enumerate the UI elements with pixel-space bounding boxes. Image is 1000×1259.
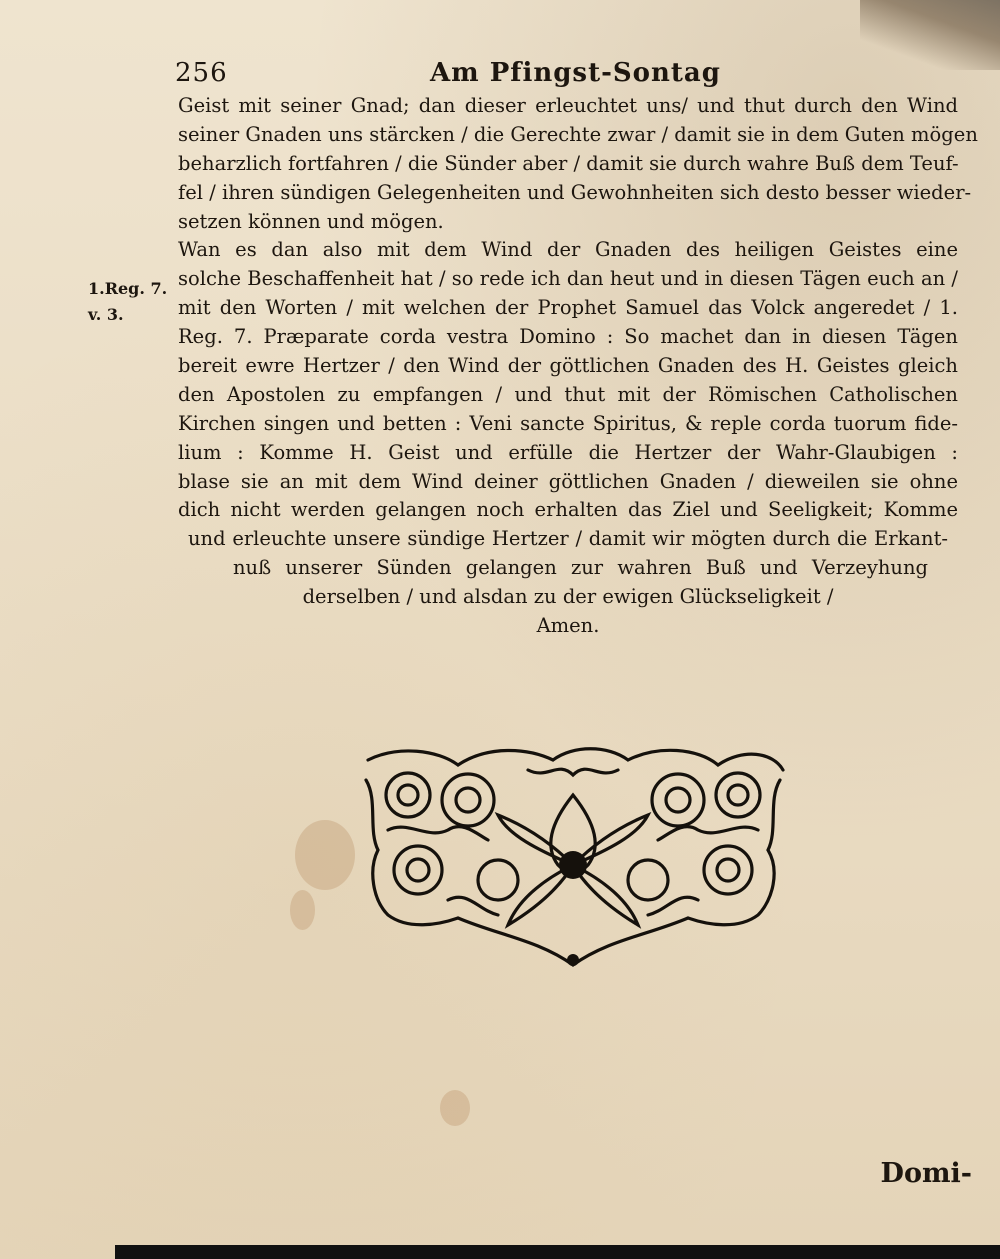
paper-stain	[440, 1090, 470, 1126]
text-line: den Apostolen zu empfangen / und thut mit der Römischen Catholischen	[178, 382, 958, 406]
text-line: Kirchen singen und betten : Veni sancte Spiritus, & reple corda tuorum fide-	[178, 411, 958, 435]
running-title: Am Pfingst-Sontag	[430, 58, 721, 88]
margin-reference-2: v. 3.	[88, 305, 124, 324]
text-line: und erleuchte unsere sündige Hertzer / damit wir mögten durch die Erkant-	[188, 527, 948, 551]
text-line: setzen können und mögen.	[178, 209, 444, 233]
page-number: 256	[175, 58, 228, 88]
text-line: bereit ewre Hertzer / den Wind der göttlichen Gnaden des H. Geistes gleich	[178, 354, 958, 378]
text-line: dich nicht werden gelangen noch erhalten das Ziel und Seeligkeit; Komme	[178, 498, 958, 522]
paper-stain	[295, 820, 355, 890]
paper-stain	[290, 890, 315, 930]
text-line: nuß unserer Sünden gelangen zur wahren Buß und Verzeyhung	[233, 556, 928, 580]
body-text	[178, 92, 978, 641]
text-line: Reg. 7. Præparate corda vestra Domino : So machet dan in diesen Tägen	[178, 325, 958, 349]
page-bottom-edge	[115, 1245, 1000, 1259]
page-header	[175, 58, 965, 92]
text-line: fel / ihren sündigen Gelegenheiten und Gewohnheiten sich desto besser wieder-	[178, 180, 972, 204]
text-line: seiner Gnaden uns stärcken / die Gerechte zwar / damit sie in dem Guten mögen	[178, 122, 978, 146]
margin-reference-1: 1.Reg. 7.	[88, 279, 168, 298]
text-line: lium : Komme H. Geist und erfülle die Hertzer der Wahr-Glaubigen :	[178, 440, 958, 464]
text-line: Wan es dan also mit dem Wind der Gnaden des heiligen Geistes eine	[178, 238, 958, 262]
ornament-center	[559, 851, 587, 966]
text-line: mit den Worten / mit welchen der Prophet Samuel das Volck angeredet / 1.	[178, 296, 958, 320]
text-line: blase sie an mit dem Wind deiner göttlichen Gnaden / dieweilen sie ohne	[178, 469, 958, 493]
text-line: beharzlich fortfahren / die Sünder aber / damit sie durch wahre Buß dem Teuf-	[178, 151, 959, 175]
catchword: Domi-	[880, 1158, 972, 1189]
text-line: derselben / und alsdan zu der ewigen Glückseligkeit /	[302, 585, 834, 609]
text-line: Geist mit seiner Gnad; dan dieser erleuchtet uns/ und thut durch den Wind	[178, 94, 958, 117]
text-line: Amen.	[536, 614, 600, 638]
floral-ornament	[358, 740, 788, 968]
text-line: solche Beschaffenheit hat / so rede ich dan heut und in diesen Tägen euch an /	[178, 267, 958, 291]
